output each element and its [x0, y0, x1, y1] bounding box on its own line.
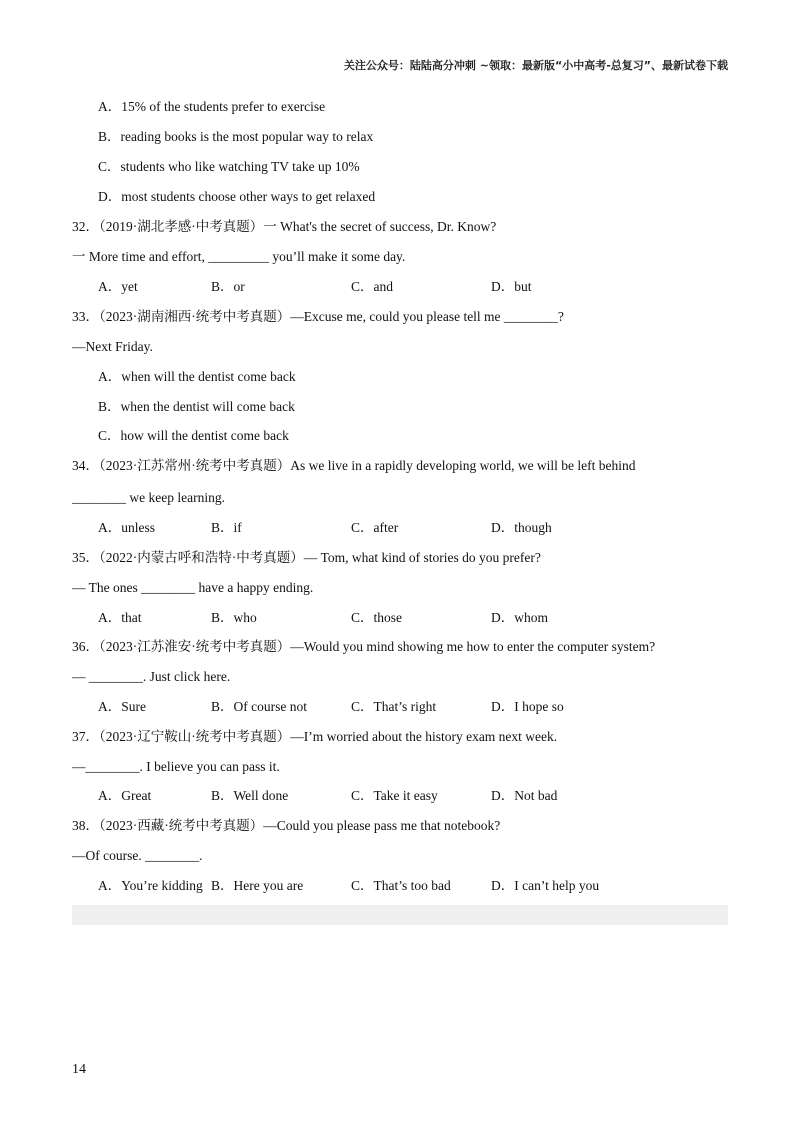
q35-option-a: A．that — [98, 610, 142, 625]
q34-option-d: D．though — [491, 520, 552, 535]
q32-option-c: C．and — [351, 279, 393, 294]
q31-option-a: A．15% of the students prefer to exercise — [98, 99, 326, 114]
q31-option-d: D．most students choose other ways to get relaxed — [98, 189, 376, 204]
q35-stem: 35．（2022·内蒙古呼和浩特·中考真题）— Tom, what kind of stories do you prefer? — [72, 550, 541, 565]
q38-option-a: A．You’re kidding — [98, 878, 203, 893]
q36-line2: — ________. Just click here. — [72, 669, 231, 684]
q38-line2: —Of course. ________. — [72, 848, 203, 863]
q36-option-d: D．I hope so — [491, 699, 564, 714]
q33-option-c: C．how will the dentist come back — [98, 428, 289, 443]
q32-option-d: D．but — [491, 279, 532, 294]
q31-option-b: B．reading books is the most popular way to relax — [98, 129, 374, 144]
q38-option-c: C．That’s too bad — [351, 878, 451, 893]
q37-option-c: C．Take it easy — [351, 788, 438, 803]
page-number: 14 — [72, 1062, 86, 1077]
q34-option-a: A．unless — [98, 520, 155, 535]
q37-option-d: D．Not bad — [491, 788, 558, 803]
q33-option-b: B．when the dentist will come back — [98, 399, 295, 414]
q32-option-a: A．yet — [98, 279, 138, 294]
q32-line2: 一 More time and effort, _________ you’ll make it some day. — [72, 249, 406, 264]
q33-stem: 33．（2023·湖南湘西·统考中考真题）—Excuse me, could you please tell me ________? — [72, 309, 564, 324]
q37-line2: —________. I believe you can pass it. — [72, 759, 280, 774]
q36-option-b: B．Of course not — [211, 699, 307, 714]
q35-option-b: B．who — [211, 610, 257, 625]
q33-line2: —Next Friday. — [72, 339, 153, 354]
q32-stem: 32．（2019·湖北孝感·中考真题）一 What's the secret of success, Dr. Know? — [72, 219, 497, 234]
q37-stem: 37．（2023·辽宁鞍山·统考中考真题）—I’m worried about the history exam next week. — [72, 729, 558, 744]
q36-stem: 36．（2023·江苏淮安·统考中考真题）—Would you mind showing me how to enter the computer system? — [72, 639, 656, 654]
q37-option-a: A．Great — [98, 788, 152, 803]
q34-option-c: C．after — [351, 520, 399, 535]
q34-line2: ________ we keep learning. — [72, 490, 225, 505]
q34-option-b: B．if — [211, 520, 242, 535]
q32-option-b: B．or — [211, 279, 245, 294]
page-header: 关注公众号：陆陆高分冲刺 ~领取：最新版“小中高考-总复习”、最新试卷下载 — [343, 59, 728, 72]
q33-option-a: A．when will the dentist come back — [98, 369, 296, 384]
q31-option-c: C．students who like watching TV take up 10% — [98, 159, 360, 174]
q38-option-d: D．I can’t help you — [491, 878, 600, 893]
q38-stem: 38．（2023·西藏·统考中考真题）—Could you please pass me that notebook? — [72, 818, 501, 833]
q35-option-d: D．whom — [491, 610, 548, 625]
q35-line2: — The ones ________ have a happy ending. — [72, 580, 314, 595]
q36-option-c: C．That’s right — [351, 699, 437, 714]
q37-option-b: B．Well done — [211, 788, 289, 803]
q36-option-a: A．Sure — [98, 699, 146, 714]
answer-divider-bar — [72, 905, 728, 925]
q38-option-b: B．Here you are — [211, 878, 304, 893]
q34-stem: 34．（2023·江苏常州·统考中考真题）As we live in a rapidly developing world, we will be left behind — [72, 458, 636, 473]
q35-option-c: C．those — [351, 610, 403, 625]
